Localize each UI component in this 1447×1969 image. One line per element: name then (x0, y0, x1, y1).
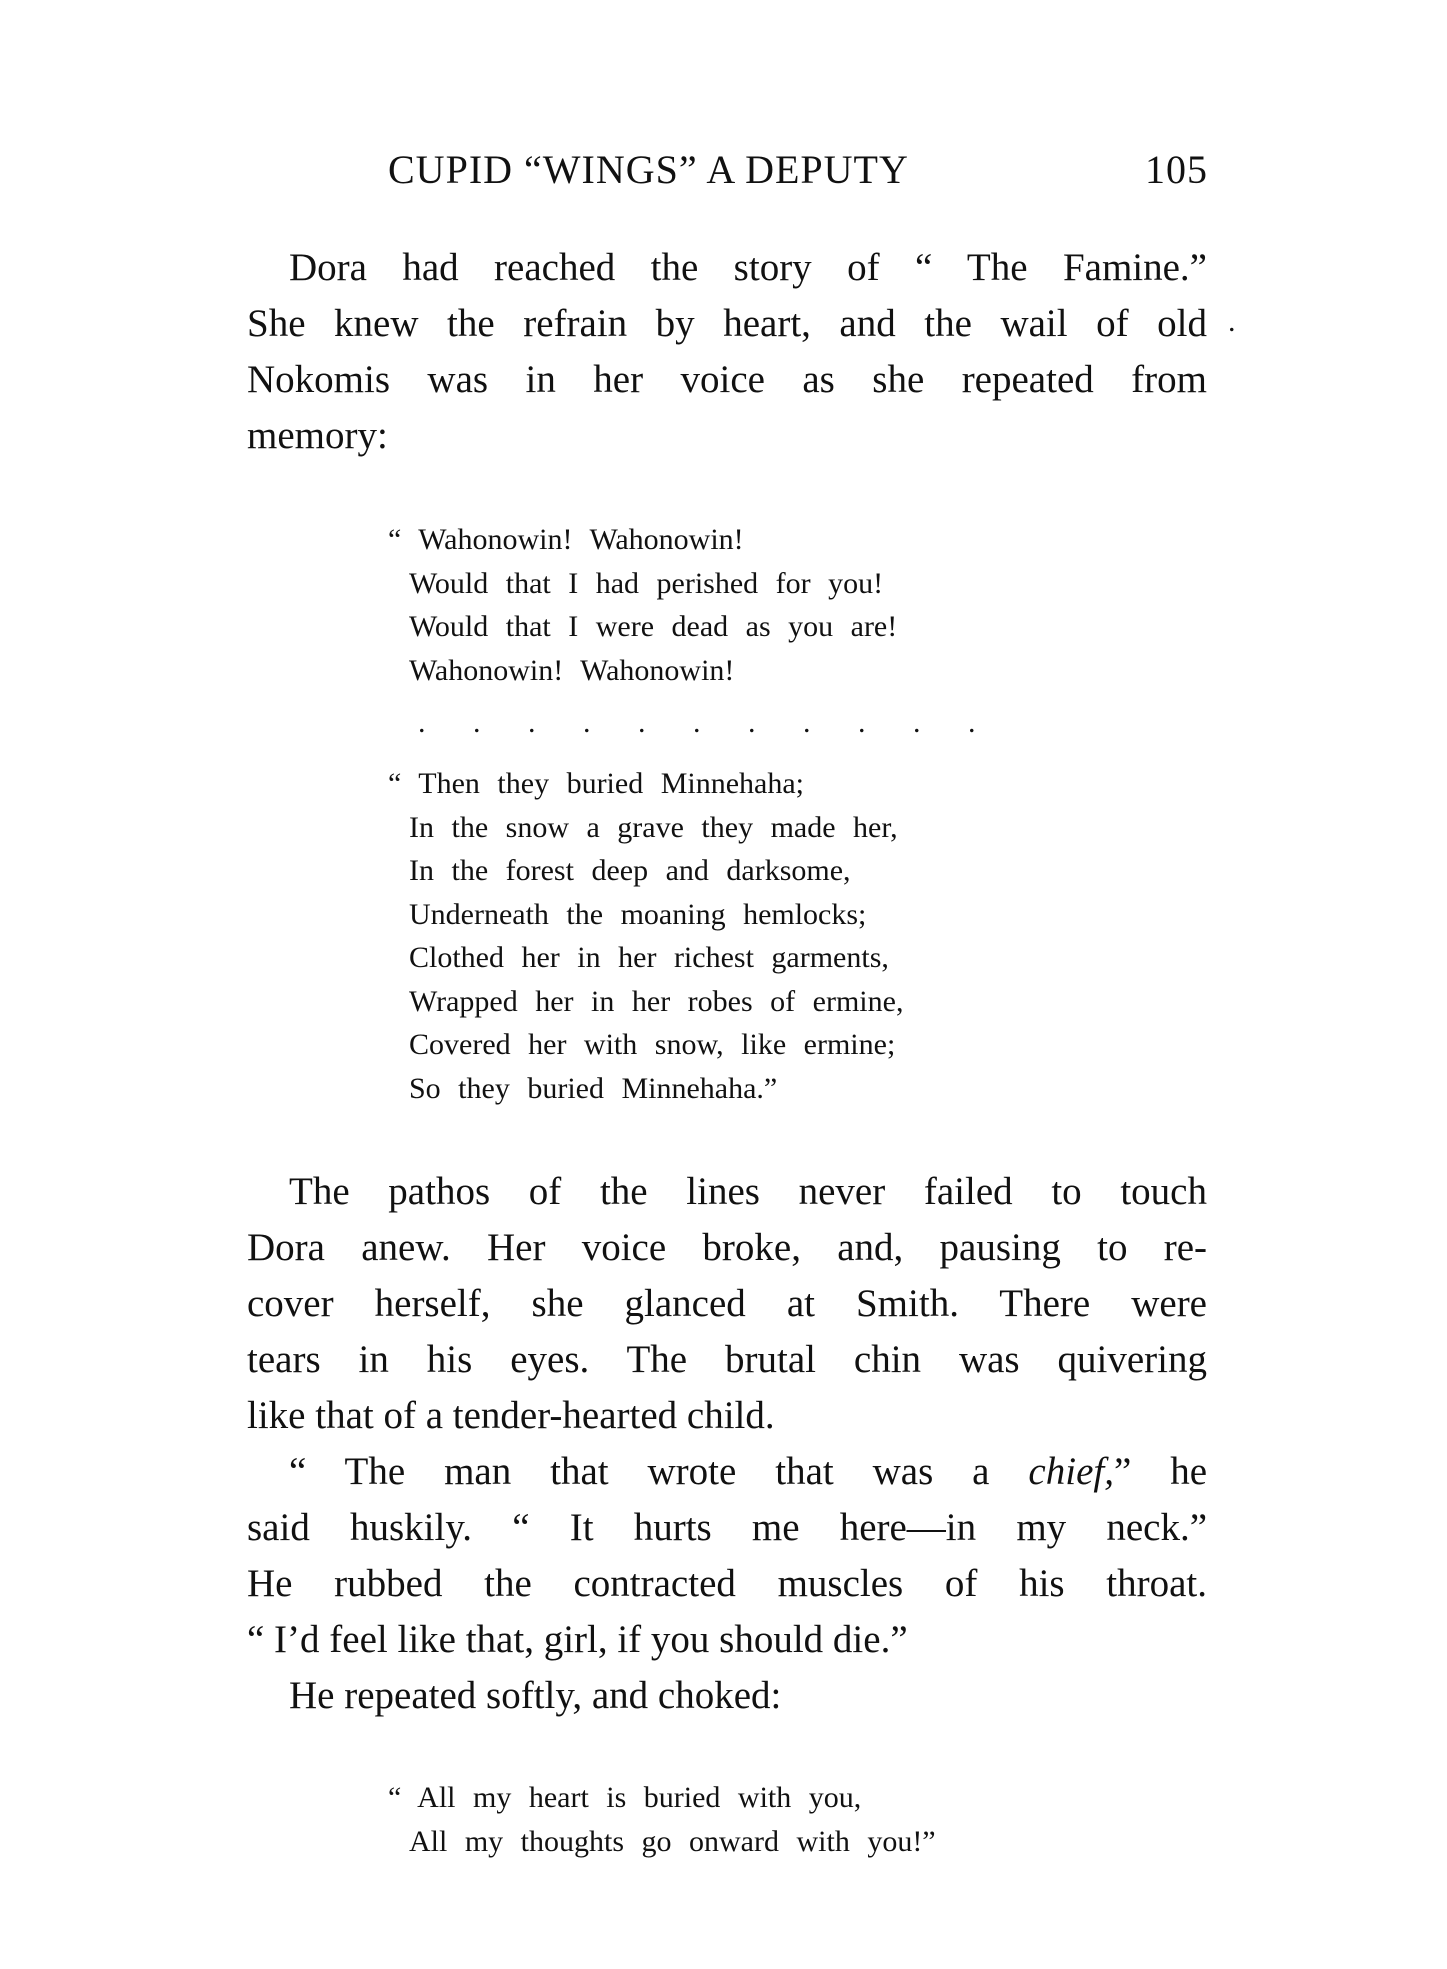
verse-line: So they buried Minnehaha.” (409, 1071, 778, 1105)
verse-line: Covered her with snow, like ermine; (409, 1028, 896, 1061)
text-line: “ I’d feel like that, girl, if you should die.” (247, 1618, 908, 1661)
verse-line: Wrapped her in her robes of ermine, (409, 984, 904, 1018)
verse-line: Would that I had perished for you! (409, 566, 884, 600)
paragraph-2 (247, 1164, 1207, 1444)
text-line: memory: (247, 414, 388, 457)
text-run: ” he (1113, 1450, 1208, 1493)
verse-line: In the forest deep and darksome, (409, 854, 851, 887)
verse-line: Wahonowin! Wahonowin! (409, 653, 735, 687)
chapter-title: CUPID “WINGS” A DEPUTY (388, 147, 909, 192)
verse-line: “ Wahonowin! Wahonowin! (388, 523, 744, 556)
verse-line: Clothed her in her richest garments, (409, 941, 889, 974)
text-line: He repeated softly, and choked: (289, 1674, 782, 1717)
ellipsis-line: . . . . . . . . . . . (418, 706, 996, 739)
stray-mark: . (1228, 305, 1236, 338)
paragraph-1 (247, 240, 1207, 464)
text-line: Nokomis was in her voice as she repeated from (247, 358, 1207, 401)
paragraph-4 (247, 1668, 1207, 1724)
text-run: “ The man that wrote that was a (289, 1450, 990, 1493)
verse-line: In the snow a grave they made her, (409, 810, 898, 844)
text-line: She knew the refrain by heart, and the wail of old (247, 302, 1207, 345)
running-header (388, 146, 1208, 196)
verse-line: Underneath the moaning hemlocks; (409, 897, 867, 931)
text-line: The pathos of the lines never failed to touch (289, 1170, 1207, 1213)
page-number: 105 (1145, 147, 1208, 192)
verse-line: “ All my heart is buried with you, (388, 1781, 862, 1814)
verse-line: “ Then they buried Minnehaha; (388, 767, 804, 800)
verse-1 (388, 518, 897, 692)
verse-3 (388, 1776, 936, 1863)
text-line: He rubbed the contracted muscles of his throat. (247, 1562, 1207, 1605)
paragraph-3 (247, 1444, 1207, 1668)
italic-word: chief, (1028, 1450, 1114, 1493)
text-line (247, 1444, 1207, 1500)
text-line: Dora had reached the story of “ The Famine.” (289, 246, 1207, 289)
verse-line: All my thoughts go onward with you!” (409, 1824, 936, 1858)
text-line: like that of a tender-hearted child. (247, 1394, 775, 1437)
text-line: cover herself, she glanced at Smith. There were (247, 1282, 1207, 1325)
verse-line: Would that I were dead as you are! (409, 610, 898, 643)
verse-2 (388, 762, 903, 1110)
text-line: Dora anew. Her voice broke, and, pausing to re- (247, 1226, 1207, 1269)
text-line: said huskily. “ It hurts me here—in my neck.” (247, 1506, 1207, 1549)
text-line: tears in his eyes. The brutal chin was quivering (247, 1338, 1207, 1381)
